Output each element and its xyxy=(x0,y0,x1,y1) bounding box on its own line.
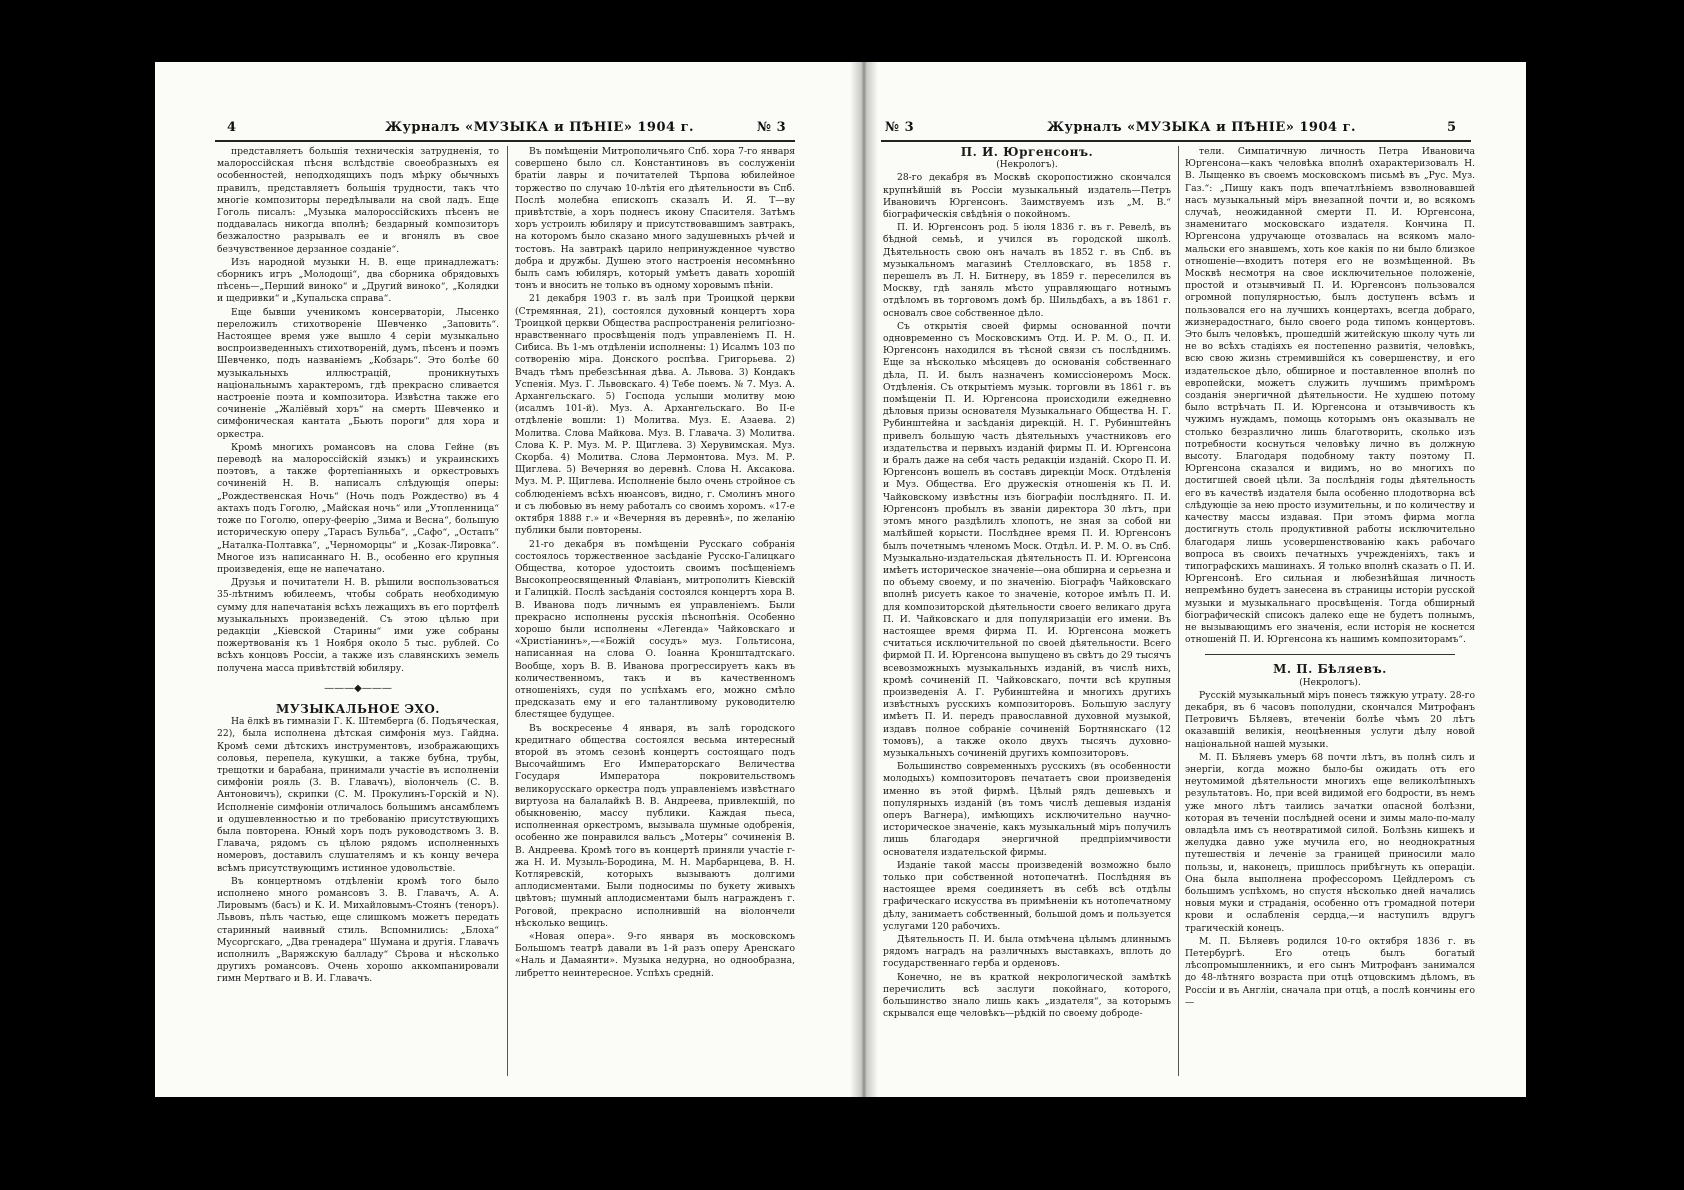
obituary-jurgenson-subtitle: (Некрологъ). xyxy=(996,160,1058,171)
paragraph: Въ воскресенье 4 января, въ залѣ городского кредитнаго общества состоялся весьма интересный второй въ этомъ сезонѣ концертъ состоящаго подъ Высочайшимъ Его Императорскаго Величества Государя Императора покровительствомъ великорусскаго оркестра подъ управленіемъ извѣстнаго виртуоза на балалайкѣ В. В. Андреева, привлекшій, по обыкновенію, массу публики. Каждая пьеса, исполненная оркестромъ, вызывала шумные одобренія, особенно же понравился вальсъ „Мотеры“ сочиненія В. В. Андреева. Кромѣ того въ концертѣ приняли участіе г-жа Н. И. Музыль-Бородина, М. Н. Марбарнцева, В. Н. Котляревскій, которыхъ вызываютъ долгими аплодисментами. Были подносимы по букету живыхъ цвѣтовъ; шумный аплодисментами былъ награжденъ г. Роговой, прекрасно исполнившій на віолончели нѣсколько вещицъ. xyxy=(515,722,795,929)
right-running-title: Журналъ «МУЗЫКА и ПѢНІЕ» 1904 г. xyxy=(1047,120,1357,135)
left-column-2 xyxy=(515,146,795,1086)
obituary-jurgenson-continued xyxy=(1185,146,1475,646)
left-column-1 xyxy=(217,146,499,1086)
paragraph: Еще бывши ученикомъ консерваторіи, Лысенко переложилъ стихотвореніе Шевченко „Заповить“. Настоящее время уже вышло 4 серіи музыкально воспроизведенныхъ стихотвореній, думъ, пѣсенъ и поэмъ Шевченко, подъ названіемъ „Кобзарь“. Это болѣе 60 музыкальныхъ иллюстрацій, проникнутыхъ національнымъ характеромъ, гдѣ прекрасно сливается настроеніе поэта и композитора. Извѣстна также его сочиненіе „Жаліёвый хоръ“ на смерть Шевченко и симфоническая кантата „Бьють пороги“ для хора и оркестра. xyxy=(217,306,499,440)
paragraph: Дѣятельность П. И. была отмѣчена цѣлымъ длиннымъ рядомъ наградъ на различныхъ выставкахъ, вплоть до государственнаго герба и орденовъ. xyxy=(883,934,1171,970)
column-divider xyxy=(1178,146,1179,1076)
paragraph: Кромѣ многихъ романсовъ на слова Гейне (въ переводѣ на малороссійскій языкъ) и украинскихъ поэтовъ, а также фортепіанныхъ и оркестровыхъ сочиненій Н. В. написалъ слѣдующія оперы: „Рождественская Ночь“ (Ночь подъ Рождество) въ 4 актахъ подъ Гоголю, „Майская ночь“ или „Утопленница“ тоже по Гоголю, оперу-феерію „Зима и Весна“, большую историческую оперу „Тарасъ Бульба“, „Сафо“, „Остапъ“ „Наталка-Полтавка“, „Черноморцы“ и „Козак-Лировка“. Многое изъ написаннаго Н. В., особенно его крупныя произведенія, еще не напечатано. xyxy=(217,441,499,575)
paragraph: Конечно, не въ краткой некрологической замѣткѣ перечислить всѣ заслуги покойнаго, которого, большинство знало лишь какъ „издателя“, за которымъ скрывался еще человѣкъ—рѣдкій по своему доброде- xyxy=(883,971,1171,1020)
musical-echo-section xyxy=(217,716,499,985)
header-rule xyxy=(215,140,795,142)
paragraph: «Новая опера». 9-го января въ московскомъ Большомъ театрѣ давали въ 1-й разъ оперу Аренскаго «Наль и Дамаянти». Музыка недурна, но однообразна, либретто неинтересное. Успѣхъ средній. xyxy=(515,931,795,979)
obituary-jurgenson-text xyxy=(883,172,1171,1020)
obituary-belyaev-text xyxy=(1185,690,1475,1009)
section-divider xyxy=(1205,654,1455,655)
right-page-number: 5 xyxy=(1447,120,1457,135)
book-spread xyxy=(155,62,1526,1097)
paragraph: 21-го декабря въ помѣщеніи Русскаго собранія состоялось торжественное засѣданіе Русско-Галицкаго Общества, которое удостоить своимъ посѣщеніемъ Высокопреосвященный Флавіанъ, митрополитъ Кіевскій и Галицкій. Послѣ засѣданія состоялся концертъ хора В. В. Иванова подъ личнымъ ея управленіемъ. Были прекрасно исполнены русскія пѣснопѣнія. Особенно хорошо были исполнены «Легенда» Чайковскаго и «Христіанинъ»,—«Божій сосудъ» муз. Гольтисона, написанная на слова О. Іоанна Кронштадтскаго. Вообще, хоръ В. В. Иванова прогрессируетъ какъ въ количественномъ, такъ и въ качественномъ отношеніяхъ, судя по успѣхамъ его, можно смѣло предсказать ему и его талантливому руководителю блестящее будущее. xyxy=(515,538,795,721)
paragraph: Друзья и почитатели Н. В. рѣшили воспользоваться 35-лѣтнимъ юбилеемъ, чтобы собрать необходимую сумму для напечатанія всѣхъ лежащихъ въ его портфелѣ музыкальныхъ произведеній. Съ этою цѣлью при редакціи „Кіевской Старины“ ими уже собраны пожертвованія къ 1 Ноября около 5 тыс. рублей. Со всѣхъ концовъ Россіи, а также изъ славянскихъ земель получена масса привѣтствій юбиляру. xyxy=(217,577,499,674)
paragraph: Съ открытія своей фирмы основанной почти одновременно съ Московскимъ Отд. И. Р. М. О., П. И. Юргенсонъ находился въ тѣсной связи съ послѣднимъ. Еще за нѣсколько мѣсяцевъ до основанія собственнаго дѣла, П. И. былъ назначенъ комиссіонеромъ Моск. Отдѣленія. Съ открытіемъ музык. торговли въ 1861 г. въ помѣщеніи П. И. Юргенсона происходили ежедневно дѣловыя призы основателя Музыкальнаго Общества Н. Г. Рубинштейна и засѣданія дирекцій. Н. Г. Рубинштейнъ привелъ большую часть дѣятельныхъ участниковъ его издательства и первыхъ изданій фирмы П. И. Юргенсона и бралъ даже на себя часть редакціи изданій. Скоро П. И. Юргенсонъ вошелъ въ составъ дирекціи Моск. Отдѣленія и Муз. Общества. Его дружескія отношенія къ П. И. Чайковскому извѣстны изъ біографіи послѣдняго. П. И. Юргенсонъ пробылъ въ званіи директора 30 лѣтъ, при этомъ много раздѣлилъ хлопотъ, не зная за собой ни малѣйшей корысти. Послѣднее время П. И. Юргенсонъ былъ почетнымъ членомъ Моск. Отдѣл. И. Р. М. О. въ Спб. Музыкально-издательская дѣятельность П. И. Юргенсона имѣетъ историческое значеніе—она обширна и серьезна и по объему своему, и по значенію. Біографъ Чайковскаго вполнѣ рисуетъ какое то значеніе, которое имѣлъ П. И. для композиторской дѣятельности своего великаго друга П. И. Чайковскаго и для популяризаціи его имени. Въ настоящее время фирма П. И. Юргенсона можетъ считаться исключительной по своей дѣятельности. Всего фирмой П. И. Юргенсона выпущено въ свѣтъ до 29 тысячъ всевозможныхъ музыкальныхъ изданій, въ числѣ нихъ, кромѣ сочиненій П. Чайковскаго, почти всѣ крупныя произведенія А. Г. Рубинштейна и многихъ другихъ извѣстныхъ русскихъ композиторовъ. Большую заслугу имѣетъ П. И. передъ православной духовной музыкой, издавъ полное собраніе сочиненій Бортнянскаго (12 томовъ), а также около двухъ тысячъ духовно-музыкальныхъ сочиненій другихъ композиторовъ. xyxy=(883,320,1171,759)
paragraph: Большинство современныхъ русскихъ (въ особенности молодыхъ) композиторовъ печатаетъ свои произведенія именно въ этой фирмѣ. Цѣлый рядъ дешевыхъ и популярныхъ изданій (въ томъ числѣ дешевыя изданія оперъ Вагнера), имѣющихъ исключительно научно-историческое значеніе, какъ музыкальный міръ получилъ лишь благодаря энергичной предпріимчивости основателя издательской фирмы. xyxy=(883,761,1171,858)
header-rule xyxy=(881,140,1471,142)
paragraph: 21 декабря 1903 г. въ залѣ при Троицкой церкви (Стремянная, 21), состоялся духовный концертъ хора Троицкой церкви Общества распространенія религіозно-нравственнаго просвѣщенія подъ управленіемъ П. Н. Сибиса. Въ 1-мъ отдѣленіи исполнены: 1) Исалмъ 103 по сотворенію міра. Донского роспѣва. Григорьева. 2) Вчадъ тѣмъ пребезсѣнная дѣва. А. Львова. 3) Кондакъ Успенія. Муз. Г. Львовскаго. 4) Тебе поемъ. № 7. Муз. А. Архангельскаго. 5) Господа услыши молитву мою (исалмъ 101-й). Муз. А. Архангельскаго. Во II-е отдѣленіе вошли: 1) Молитва. Муз. Е. Азаева. 2) Молитва. Слова Майкова. Муз. В. Главача. 3) Молитва. Слова К. Р. Муз. М. Р. Щиглева. 3) Херувимская. Муз. Скорба. 4) Молитва. Слова Лермонтова. Муз. М. Р. Щиглева. 5) Вечерняя во деревнѣ. Слова Н. Аксакова. Муз. М. Р. Щиглева. Исполненіе было очень стройное съ соблюденіемъ всѣхъ нюансовъ, видно, г. Смолинъ много и съ любовью въ нему работалъ со своимъ хоромъ. «17-е октября 1888 г.» и «Вечерняя въ деревнѣ», по желанію публики были повторены. xyxy=(515,293,795,537)
left-page xyxy=(155,62,865,1097)
paragraph: Въ помѣщеніи Митрополичьяго Спб. хора 7-го января совершено было сл. Константиновъ въ сослуженіи братіи лавры и почитателей Тѣрпова юбилейное торжество по случаю 10-лѣтія его дѣятельности въ Спб. Послѣ молебна епископъ сказалъ И. Я. Т—ву привѣтствіе, а хоръ поднесъ икону Спасителя. Затѣмъ хоръ устроилъ юбиляру и присутствовавшимъ завтракъ, на которомъ было сказано много задушевныхъ рѣчей и тостовъ. На завтракѣ царило непринужденное чувство добра и дружбы. Душею этого настроенія несомнѣнно былъ самъ юбиляръ, который умѣетъ давать хорошій тонъ и вносить не только въ одному хоровымъ пѣніи. xyxy=(515,146,795,292)
right-column-2 xyxy=(1185,146,1475,1086)
paragraph: Русскій музыкальный міръ понесъ тяжкую утрату. 28-го декабря, въ 6 часовъ пополудни, скончался Митрофанъ Петровичъ Бѣляевъ, втеченіи болѣе чѣмъ 20 лѣтъ оказавшій великія, неоцѣненныя услуги дѣлу новой національной нашей музыки. xyxy=(1185,689,1475,750)
left-issue-number: № 3 xyxy=(757,120,787,135)
obituary-belyaev-title: М. П. Бѣляевъ. xyxy=(1273,662,1387,677)
left-running-title: Журналъ «МУЗЫКА и ПѢНІЕ» 1904 г. xyxy=(385,120,695,135)
right-column-1 xyxy=(883,146,1171,1086)
left-page-number: 4 xyxy=(227,120,237,135)
paragraph: Въ концертномъ отдѣленіи кромѣ того было исполнено много романсовъ З. В. Главачъ, А. А. Лировымъ (басъ) и К. И. Михайловымъ-Стоянъ (теноръ). Львовъ, пѣлъ частью, еще слишкомъ можетъ передать старинный наивный стиль. Вспомнились: „Блоха“ Мусоргскаго, „Два гренадера“ Шумана и другія. Главачъ исполнилъ „Варяжскую балладу“ Сѣрова и нѣсколько другихъ романсовъ. Очень хорошо аккомпанировали гимн Мертваго и В. И. Главачъ. xyxy=(217,875,499,985)
right-issue-number: № 3 xyxy=(885,120,915,135)
paragraph: тели. Симпатичную личность Петра Ивановича Юргенсона—какъ человѣка вполнѣ охарактеризовалъ Н. В. Лыщенко въ своемъ московскомъ письмѣ въ „Рус. Муз. Газ.“: „Пишу какъ подъ впечатлѣніемъ взволновавшей насъ музыкальный міръ внезапной почти и, во всякомъ случаѣ, неожиданной смерти П. И. Юргенсона, знаменитаго московскаго издателя. Кончина П. Юргенсона удручающе отозвалась на всякомъ мало-мальски его знавшемъ, хоть кое какія по ни было близкое отношеніе—входитъ потеря его не возмѣщенной. Въ Москвѣ несмотря на свое исключительное положеніе, простой и отзывчивый П. И. Юргенсонъ пользовался огромной популярностью, былъ доступенъ всѣмъ и пользовался его на лучшихъ концертахъ, всегда добраго, жизнерадостнаго, было своего рода типомъ концертовъ. Это былъ человѣкъ, прошедшій житейскую школу чуть ли не во всѣхъ стадіяхъ ея постепенно развитія, человѣкъ, всю свою жизнь стремившійся къ совершенству, и его издательское дѣло, обширное и поставленное вполнѣ по европейски, можетъ служить лучшимъ примѣромъ созданія энергичной дѣятельности. Не худшею потому было встрѣчать П. И. Юргенсона и отзывчивость къ чужимъ нуждамъ, помощь которымъ онъ оказывалъ не столько безразлично лишь благотворить, сколько изъ потребности коснуться человѣку лично въ должную высоту. Благодаря подобному такту поэтому П. Юргенсона сказался и видимъ, но во многихъ по достигшей своей цѣли. За послѣднія годы дѣятельность его въ качествѣ издателя была особенно плодотворна всѣ слѣдующіе за нею просто изумительны, и по количеству и качеству массы издавая. При этомъ фирма могла достигнуть столь продуктивной работы исключительно благодаря лишь усовершенствованію какъ рабочаго вопроса въ своихъ печатныхъ учрежденіяхъ, такъ и типографскихъ машинахъ. Я только вполнѣ сказать о П. И. Юргенсонѣ. Его сильная и любезнѣйшая личность непремѣнно будетъ занесена въ страницы исторіи русской музыки и музыкальнаго просвѣщенія. Тогда обширный біографическій списокъ далеко еще не будетъ полнымъ, не вызывающимъ его значенія, если исторія не коснется отношеній П. И. Юргенсона къ нашимъ композиторамъ“. xyxy=(1185,146,1475,646)
article-lysenko xyxy=(217,146,499,675)
paragraph: Изъ народной музыки Н. В. еще принадлежатъ: сборникъ игръ „Молодощі“, два сборника обрядовыхъ пѣсень—„Перший виноко“ и „Другий виноко“, „Колядки и щедривки“ и „Купальска справа“. xyxy=(217,256,499,305)
paragraph: Изданіе такой массы произведеній возможно было только при собственной нотопечатнѣ. Послѣдняя въ настоящее время соединяетъ въ себѣ всѣ отдѣлы графическаго искусства въ примѣненіи къ нотопечатному дѣлу, занимаетъ собственный, большой домъ и пользуется услугами 120 рабочихъ. xyxy=(883,859,1171,932)
paragraph: представляетъ большія техническія затрудненія, то малороссійская пѣсня вслѣдствіе своеобразныхъ ея особенностей, неподходящихъ подъ мѣрку обычныхъ правилъ, представляетъ большія трудности, такъ что многіе композиторы передѣлывали на свой ладъ. Еще Гоголь писалъ: „Музыка малороссійскихъ пѣсенъ не поддавалась никогда вполнѣ; бездарный композиторъ безжалостно разрывалъ ее и вгонялъ въ свое безчувственное дерзанное созданіе“. xyxy=(217,146,499,255)
paragraph: М. П. Бѣляевъ родился 10-го октября 1836 г. въ Петербургѣ. Его отецъ былъ богатый лѣсопромышленникъ, и его сынъ Митрофанъ занимался до 48-лѣтняго возраста при отцѣ отцовскимъ дѣломъ, въ Россіи и въ Англіи, сначала при отцѣ, а послѣ кончины его— xyxy=(1185,935,1475,1008)
paragraph: 28-го декабря въ Москвѣ скоропостижно скончался крупнѣйшій въ Россіи музыкальный издатель—Петръ Ивановичъ Юргенсонъ. Заимствуемъ изъ „М. В.“ біографическія свѣдѣнія о покойномъ. xyxy=(883,172,1171,221)
paragraph: На ёлкѣ въ гимназіи Г. К. Штемберга (б. Подъяческая, 22), была исполнена дѣтская симфонія муз. Гайдна. Кромѣ семи дѣтскихъ инструментовъ, изображающихъ соловья, перепела, кукушки, а также бубна, трубы, трещотки и барабана, принимали участіе въ исполненіи симфоніи рояль (З. В. Главачъ), віолончель (С. В. Антоновичъ), скрипки (С. М. Прокулинъ-Горскій и N). Исполненіе симфоніи отличалось большимъ ансамблемъ и одушевленностью и по требованію присутствующихъ была повторена. Юный хоръ подъ руководствомъ З. В. Главача, рядомъ съ цѣлою рядомъ исполненныхъ номеровъ, доставилъ слушателямъ и къ концу вечера всѣмъ присутствующимъ истинное удовольствіе. xyxy=(217,716,499,874)
ornament-divider: ———◆——— xyxy=(324,682,392,694)
right-page xyxy=(867,62,1526,1097)
paragraph: М. П. Бѣляевъ умеръ 68 почти лѣтъ, въ полнѣ силъ и энергіи, когда можно было-бы ожидать отъ его неутомимой дѣятельности многихъ еще великолѣпныхъ результатовъ. Но, при всей видимой его бодрости, въ немъ уже много лѣтъ таились зачатки опасной болѣзни, которая въ теченіи послѣдней осени и зимы мало-по-малу овладѣла имъ съ неотвратимой силой. Болѣзнь кишекъ и желудка давно уже мучила его, но неоднократныя путешествія и леченіе за границей приносили мало пользы, и, наконецъ, пришлось прибѣгнуть къ операціи. Она была выполнена профессоромъ Цейдлеромъ съ большимъ успѣхомъ, но спустя нѣсколько дней начались новыя муки и страданія, особенно отъ громадной потери крови и ослабленія сердца,—и наступилъ вдругъ трагическій конецъ. xyxy=(1185,751,1475,934)
paragraph: П. И. Юргенсонъ род. 5 іюля 1836 г. въ г. Ревелѣ, въ бѣдной семьѣ, и учился въ городской школѣ. Дѣятельность свою онъ началъ въ 1852 г. въ Спб. въ музыкальномъ магазинѣ Стелловскаго, въ 1858 г. перешелъ въ Л. Н. Битнеру, въ 1859 г. переселился въ Москву, гдѣ заняль мѣсто управляющаго нотнымъ отдѣломъ въ торговомъ домѣ бр. Шильдбахъ, а въ 1861 г. основалъ свое собственное дѣло. xyxy=(883,222,1171,319)
obituary-jurgenson-title: П. И. Юргенсонъ. xyxy=(960,145,1094,159)
column-divider xyxy=(507,146,508,1076)
obituary-belyaev-subtitle: (Некрологъ). xyxy=(1299,677,1361,688)
echo-heading: МУЗЫКАЛЬНОЕ ЭХО. xyxy=(276,701,440,716)
